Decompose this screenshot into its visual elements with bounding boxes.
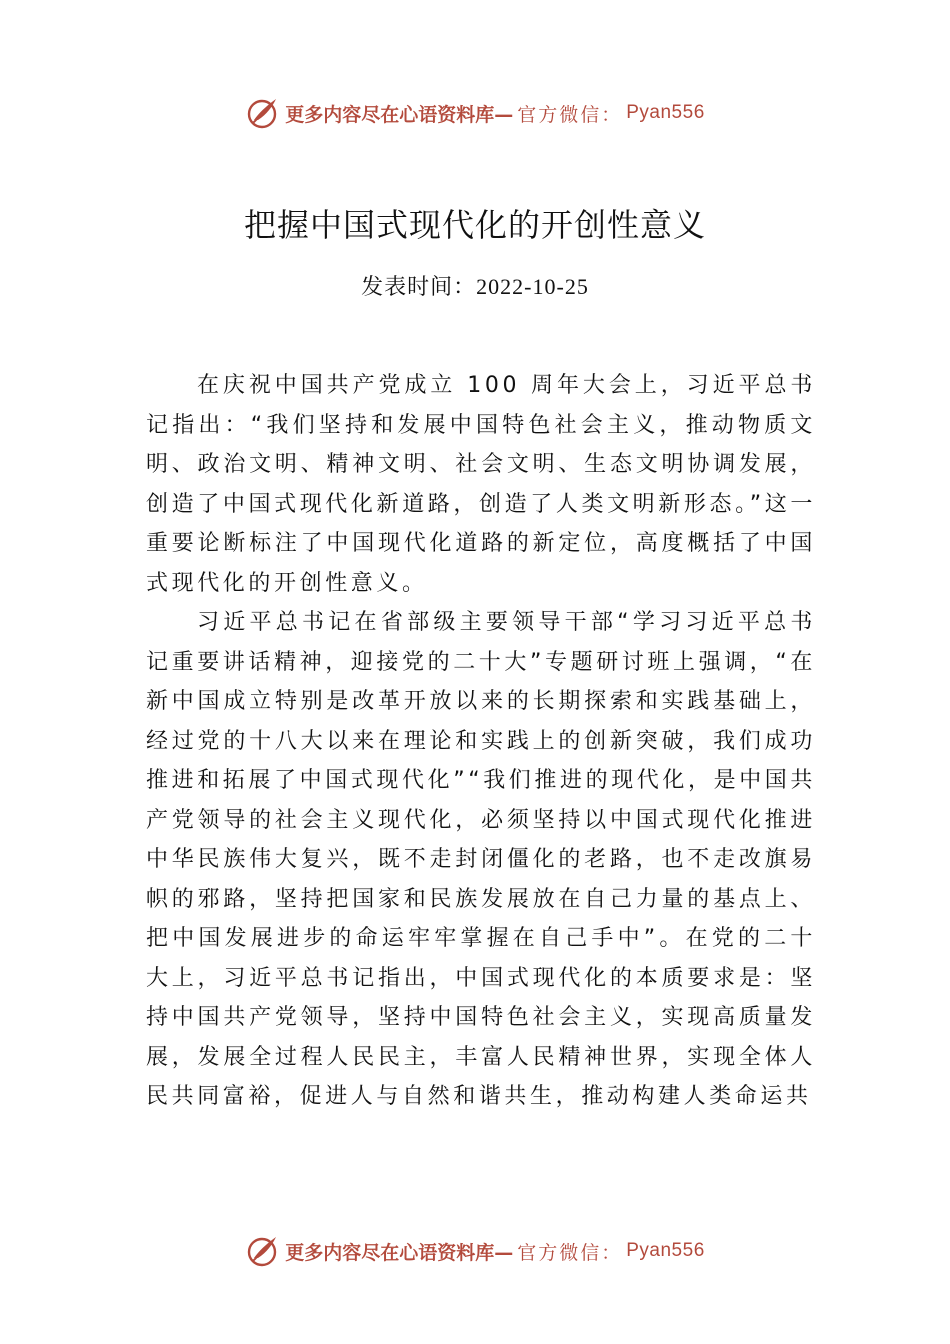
- watermark-text: 更多内容尽在心语资料库—: [285, 1241, 514, 1264]
- footer-watermark: [0, 1233, 950, 1269]
- header-watermark: [0, 95, 950, 131]
- watermark-text: 更多内容尽在心语资料库—: [285, 103, 514, 126]
- publish-date: [0, 270, 950, 301]
- watermark-wechat-label: 官方微信：: [517, 103, 623, 126]
- publish-date-label: 发表时间：: [361, 275, 477, 300]
- article-body: [146, 366, 816, 1117]
- article-paragraph: 习近平总书记在省部级主要领导干部“学习习近平总书记重要讲话精神，迎接党的二十大”专题研讨班上强调，“在新中国成立特别是改革开放以来的长期探索和实践基础上， 经过党的十八大以来在理论和实践上的创新突破，我们成功推进和拓展了中国式现代化”“我们推进的现代化，是中国共产党领导的社会主义现代化，必须坚持以中国式现代化推进中华民族伟大复兴，既不走封闭僵化的老路，也不走改旗易帜的邪路，坚持把国家和民族发展放在自己力量的基点上、 把中国发展进步的命运牢牢掌握在自己手中”。在党的二十大上，习近平总书记指出，中国式现代化的本质要求是：坚持中国共产党领导，坚持中国特色社会主义，实现高质量发展，发展全过程人民民主，丰富人民精神世界，实现全体人民共同富裕，促进人与自然和谐共生，推动构建人类命运共: [146, 610, 816, 1109]
- watermark-wechat-id: Pyan556: [626, 102, 705, 123]
- quill-logo-icon: [245, 95, 281, 131]
- publish-date-value: 2022-10-25: [476, 274, 589, 299]
- watermark-wechat-id: Pyan556: [626, 1240, 705, 1261]
- quill-logo-icon: [245, 1233, 281, 1269]
- watermark-wechat-label: 官方微信：: [517, 1241, 623, 1264]
- page-title: 把握中国式现代化的开创性意义: [243, 206, 706, 244]
- article-paragraph: 在庆祝中国共产党成立 100 周年大会上，习近平总书记指出：“我们坚持和发展中国特色社会主义，推动物质文明、政治文明、精神文明、社会文明、生态文明协调发展，创造了中国式现代化新道路，创造了人类文明新形态。”这一重要论断标注了中国现代化道路的新定位，高度概括了中国式现代化的开创性意义。: [146, 373, 816, 596]
